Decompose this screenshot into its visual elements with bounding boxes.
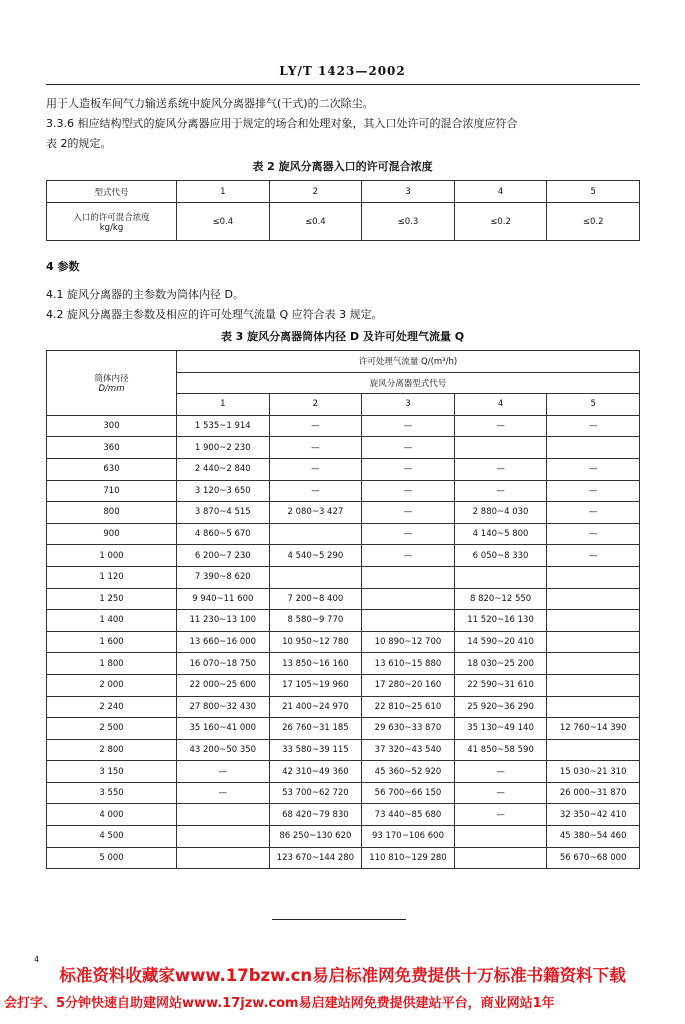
table2-type-cell: 2 xyxy=(269,181,362,203)
banner-line-2[interactable]: 会打字、5分钟快速自助建网站www.17jzw.com易启建站网免费提供建站平台，商业网站1年 xyxy=(4,996,555,1011)
page-number: 4 xyxy=(34,955,40,964)
flow-cell: 7 200~8 400 xyxy=(269,588,362,610)
flow-cell xyxy=(269,566,362,588)
flow-cell: — xyxy=(454,782,547,804)
table3-type-header: 旋风分离器型式代号 xyxy=(177,372,640,394)
diameter-cell: 300 xyxy=(47,415,177,437)
diameter-cell: 5 000 xyxy=(47,847,177,869)
flow-cell: 37 320~43 540 xyxy=(362,739,455,761)
table3-body xyxy=(47,415,640,868)
table2-header-row xyxy=(47,181,640,203)
flow-cell: 4 140~5 800 xyxy=(454,523,547,545)
flow-cell: — xyxy=(362,458,455,480)
flow-cell: — xyxy=(454,804,547,826)
table2-type-cell: 5 xyxy=(547,181,640,203)
flow-cell: — xyxy=(362,437,455,459)
flow-cell xyxy=(547,437,640,459)
flow-cell: 2 880~4 030 xyxy=(454,502,547,524)
table2-value-row xyxy=(47,203,640,241)
flow-cell xyxy=(177,826,270,848)
flow-cell: — xyxy=(547,480,640,502)
flow-cell: 2 440~2 840 xyxy=(177,458,270,480)
table-row xyxy=(47,718,640,740)
flow-cell: 32 350~42 410 xyxy=(547,804,640,826)
table2-type-cell: 4 xyxy=(454,181,547,203)
table3-diameter-header-line1: 筒体内径 xyxy=(94,373,129,384)
diameter-cell: 1 800 xyxy=(47,653,177,675)
flow-cell: — xyxy=(454,480,547,502)
flow-cell: 7 390~8 620 xyxy=(177,566,270,588)
flow-cell: 29 630~33 870 xyxy=(362,718,455,740)
flow-cell xyxy=(454,847,547,869)
flow-cell: 42 310~49 360 xyxy=(269,761,362,783)
flow-cell: 110 810~129 280 xyxy=(362,847,455,869)
table3-type-number: 5 xyxy=(547,394,640,416)
flow-cell xyxy=(454,437,547,459)
table2-value-cell: ≤0.4 xyxy=(177,203,270,241)
flow-cell: — xyxy=(547,458,640,480)
flow-cell: 93 170~106 600 xyxy=(362,826,455,848)
table-row xyxy=(47,523,640,545)
flow-cell: 2 080~3 427 xyxy=(269,502,362,524)
table2-value-cell: ≤0.2 xyxy=(454,203,547,241)
table-row xyxy=(47,480,640,502)
flow-cell: 56 670~68 000 xyxy=(547,847,640,869)
flow-cell xyxy=(547,610,640,632)
diameter-cell: 360 xyxy=(47,437,177,459)
diameter-cell: 1 250 xyxy=(47,588,177,610)
table2-type-cell: 3 xyxy=(362,181,455,203)
table2 xyxy=(46,180,640,241)
flow-cell: — xyxy=(362,415,455,437)
standard-code-header: LY/T 1423—2002 xyxy=(279,64,406,78)
flow-cell: — xyxy=(269,458,362,480)
table3-caption: 表 3 旋风分离器筒体内径 D 及许可处理气流量 Q xyxy=(220,330,465,343)
flow-cell: — xyxy=(362,523,455,545)
flow-cell: 68 420~79 830 xyxy=(269,804,362,826)
table3-diameter-header xyxy=(47,351,177,416)
table3-flow-header-row xyxy=(47,351,640,373)
flow-cell: 11 230~13 100 xyxy=(177,610,270,632)
table-row xyxy=(47,696,640,718)
table3-diameter-header-line2: D/mm xyxy=(98,383,125,394)
table3-flow-header: 许可处理气流量 Q/(m³/h) xyxy=(177,351,640,373)
flow-cell xyxy=(362,588,455,610)
flow-cell: — xyxy=(362,502,455,524)
flow-cell: 45 360~52 920 xyxy=(362,761,455,783)
table-row xyxy=(47,566,640,588)
paragraph-line-1: 用于人造板车间气力输送系统中旋风分离器排气(干式)的二次除尘。 xyxy=(46,97,374,110)
flow-cell: 22 590~31 610 xyxy=(454,674,547,696)
table2-header-label: 型式代号 xyxy=(47,181,177,203)
flow-cell: 26 760~31 185 xyxy=(269,718,362,740)
table2-row-label xyxy=(47,203,177,241)
diameter-cell: 4 000 xyxy=(47,804,177,826)
flow-cell: — xyxy=(454,761,547,783)
diameter-cell: 2 500 xyxy=(47,718,177,740)
section-4-1: 4.1 旋风分离器的主参数为筒体内径 D。 xyxy=(46,288,244,301)
footnote-rule xyxy=(272,919,406,920)
flow-cell xyxy=(177,847,270,869)
flow-cell xyxy=(547,588,640,610)
flow-cell: — xyxy=(269,480,362,502)
flow-cell: — xyxy=(269,415,362,437)
flow-cell: 22 000~25 600 xyxy=(177,674,270,696)
table2-type-cell: 1 xyxy=(177,181,270,203)
table-row xyxy=(47,502,640,524)
flow-cell: 3 870~4 515 xyxy=(177,502,270,524)
diameter-cell: 630 xyxy=(47,458,177,480)
flow-cell: 73 440~85 680 xyxy=(362,804,455,826)
flow-cell: 56 700~66 150 xyxy=(362,782,455,804)
flow-cell xyxy=(547,653,640,675)
table-row xyxy=(47,610,640,632)
table-row xyxy=(47,545,640,567)
flow-cell: 1 900~2 230 xyxy=(177,437,270,459)
table-row xyxy=(47,739,640,761)
table-row xyxy=(47,415,640,437)
flow-cell: 86 250~130 620 xyxy=(269,826,362,848)
table3-type-number: 1 xyxy=(177,394,270,416)
flow-cell: — xyxy=(547,415,640,437)
flow-cell: — xyxy=(454,415,547,437)
flow-cell: 26 000~31 870 xyxy=(547,782,640,804)
flow-cell: 27 800~32 430 xyxy=(177,696,270,718)
paragraph-line-2: 3.3.6 相应结构型式的旋风分离器应用于规定的场合和处理对象，其入口处许可的混合浓度应符合 xyxy=(46,117,518,130)
table2-value-cell: ≤0.2 xyxy=(547,203,640,241)
flow-cell: 8 580~9 770 xyxy=(269,610,362,632)
flow-cell: 13 610~15 880 xyxy=(362,653,455,675)
flow-cell: 45 380~54 460 xyxy=(547,826,640,848)
flow-cell: 17 105~19 960 xyxy=(269,674,362,696)
diameter-cell: 3 550 xyxy=(47,782,177,804)
diameter-cell: 1 600 xyxy=(47,631,177,653)
flow-cell: 4 860~5 670 xyxy=(177,523,270,545)
flow-cell: 43 200~50 350 xyxy=(177,739,270,761)
flow-cell: — xyxy=(269,437,362,459)
table2-caption: 表 2 旋风分离器入口的许可混合浓度 xyxy=(252,160,433,173)
flow-cell: 13 850~16 160 xyxy=(269,653,362,675)
flow-cell: 10 950~12 780 xyxy=(269,631,362,653)
table3-type-number: 4 xyxy=(454,394,547,416)
diameter-cell: 900 xyxy=(47,523,177,545)
table2-row-label-line2: kg/kg xyxy=(99,222,124,233)
flow-cell xyxy=(547,739,640,761)
table3-type-number: 3 xyxy=(362,394,455,416)
table-row xyxy=(47,437,640,459)
table-row xyxy=(47,782,640,804)
banner-line-1[interactable]: 标准资料收藏家www.17bzw.cn易启标准网免费提供十万标准书籍资料下载 xyxy=(59,966,626,985)
flow-cell: 9 940~11 600 xyxy=(177,588,270,610)
diameter-cell: 800 xyxy=(47,502,177,524)
flow-cell: 12 760~14 390 xyxy=(547,718,640,740)
table-row xyxy=(47,588,640,610)
diameter-cell: 1 120 xyxy=(47,566,177,588)
table2-value-cell: ≤0.4 xyxy=(269,203,362,241)
flow-cell: — xyxy=(547,523,640,545)
flow-cell: 10 890~12 700 xyxy=(362,631,455,653)
header-rule xyxy=(46,84,640,85)
flow-cell xyxy=(454,826,547,848)
table2-row-label-line1: 入口的许可混合浓度 xyxy=(73,212,150,223)
diameter-cell: 2 800 xyxy=(47,739,177,761)
diameter-cell: 4 500 xyxy=(47,826,177,848)
table-row xyxy=(47,847,640,869)
flow-cell: 6 050~8 330 xyxy=(454,545,547,567)
diameter-cell: 3 150 xyxy=(47,761,177,783)
flow-cell: 6 200~7 230 xyxy=(177,545,270,567)
flow-cell: 3 120~3 650 xyxy=(177,480,270,502)
flow-cell: 15 030~21 310 xyxy=(547,761,640,783)
flow-cell: 33 580~39 115 xyxy=(269,739,362,761)
flow-cell: 13 660~16 000 xyxy=(177,631,270,653)
flow-cell: 25 920~36 290 xyxy=(454,696,547,718)
flow-cell: 8 820~12 550 xyxy=(454,588,547,610)
flow-cell: 22 810~25 610 xyxy=(362,696,455,718)
diameter-cell: 1 400 xyxy=(47,610,177,632)
flow-cell: — xyxy=(547,502,640,524)
flow-cell: 123 670~144 280 xyxy=(269,847,362,869)
diameter-cell: 2 000 xyxy=(47,674,177,696)
table-row xyxy=(47,653,640,675)
flow-cell: 11 520~16 130 xyxy=(454,610,547,632)
table-row xyxy=(47,674,640,696)
flow-cell: — xyxy=(177,761,270,783)
flow-cell: — xyxy=(177,782,270,804)
flow-cell xyxy=(269,523,362,545)
table-row xyxy=(47,761,640,783)
flow-cell xyxy=(362,610,455,632)
flow-cell: — xyxy=(454,458,547,480)
flow-cell: — xyxy=(547,545,640,567)
flow-cell: 16 070~18 750 xyxy=(177,653,270,675)
table3 xyxy=(46,350,640,869)
flow-cell xyxy=(454,566,547,588)
flow-cell xyxy=(547,631,640,653)
flow-cell: 4 540~5 290 xyxy=(269,545,362,567)
table-row xyxy=(47,631,640,653)
flow-cell xyxy=(362,566,455,588)
flow-cell: 53 700~62 720 xyxy=(269,782,362,804)
diameter-cell: 710 xyxy=(47,480,177,502)
flow-cell: 41 850~58 590 xyxy=(454,739,547,761)
diameter-cell: 1 000 xyxy=(47,545,177,567)
table-row xyxy=(47,458,640,480)
paragraph-line-3: 表 2的规定。 xyxy=(46,137,112,150)
flow-cell: — xyxy=(362,545,455,567)
section-4-title: 4 参数 xyxy=(46,260,80,273)
flow-cell: 17 280~20 160 xyxy=(362,674,455,696)
flow-cell: 21 400~24 970 xyxy=(269,696,362,718)
table-row xyxy=(47,826,640,848)
section-4-2: 4.2 旋风分离器主参数及相应的许可处理气流量 Q 应符合表 3 规定。 xyxy=(46,308,383,321)
table-row xyxy=(47,804,640,826)
table2-value-cell: ≤0.3 xyxy=(362,203,455,241)
flow-cell xyxy=(177,804,270,826)
flow-cell: 35 160~41 000 xyxy=(177,718,270,740)
flow-cell: 35 130~49 140 xyxy=(454,718,547,740)
table3-type-number: 2 xyxy=(269,394,362,416)
flow-cell xyxy=(547,696,640,718)
flow-cell xyxy=(547,674,640,696)
flow-cell: 14 590~20 410 xyxy=(454,631,547,653)
flow-cell xyxy=(547,566,640,588)
flow-cell: — xyxy=(362,480,455,502)
diameter-cell: 2 240 xyxy=(47,696,177,718)
flow-cell: 1 535~1 914 xyxy=(177,415,270,437)
flow-cell: 18 030~25 200 xyxy=(454,653,547,675)
